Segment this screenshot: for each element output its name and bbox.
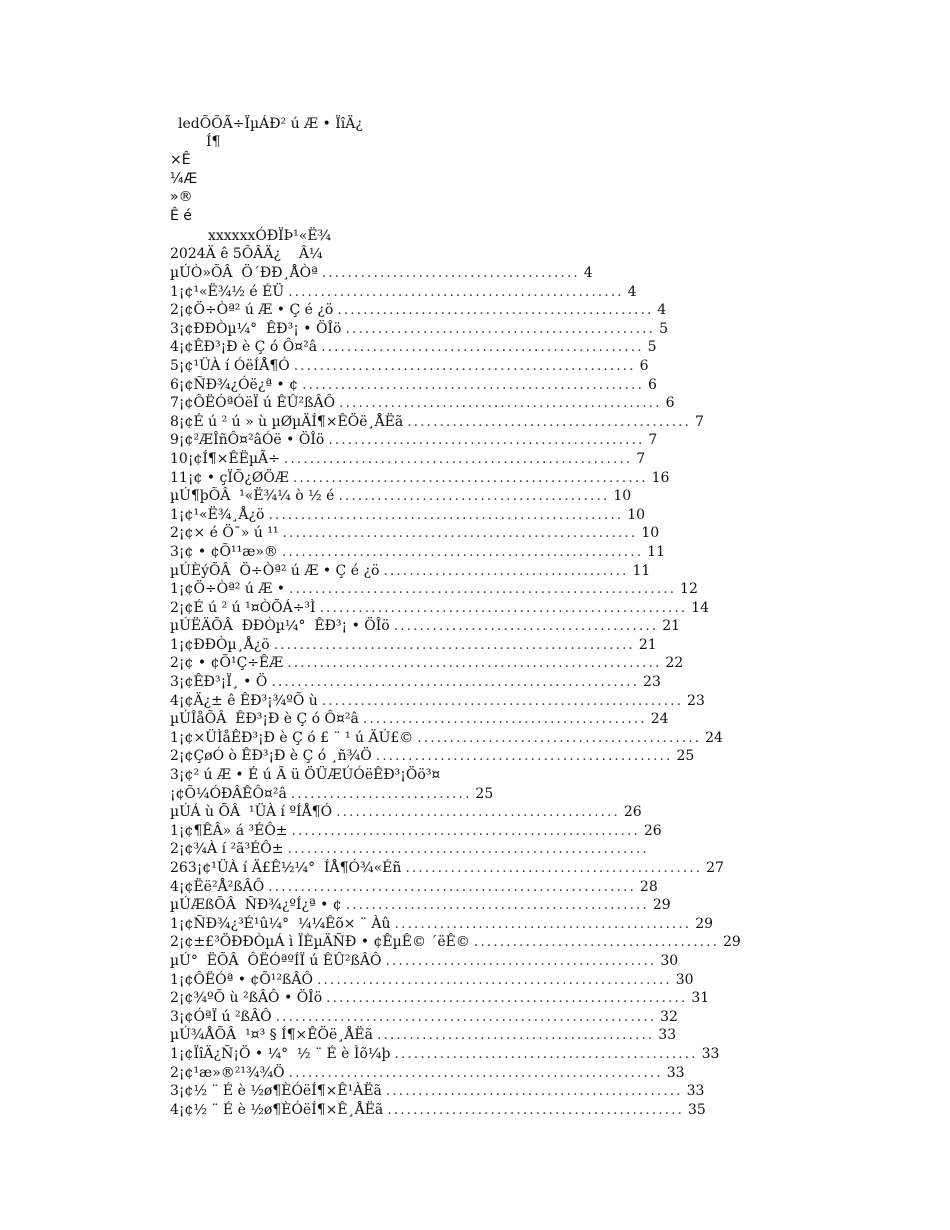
toc-entry-title: 263¡¢¹ÜÀ í Ä£Ê½¼° ÍÅ¶Ó¾«Éñ	[170, 860, 402, 876]
toc-entry-title: 6¡¢ÑÐ¾¿Óë¿ª • ¢	[170, 376, 299, 393]
toc-entry[interactable]	[170, 431, 870, 450]
toc-entry[interactable]	[170, 413, 870, 432]
toc-entry-page-number: 30	[675, 971, 694, 988]
toc-entry[interactable]	[170, 654, 870, 673]
toc-entry-title: µÚÈýÕÂ Ö÷Òª² ú Æ • Ç é ¿ö	[170, 562, 380, 579]
toc-entry-title: 3¡¢ÓªÏ ú ²ßÂÔ	[170, 1008, 272, 1025]
toc-entry-title: 4¡¢Ëë²Å²ßÂÔ	[170, 878, 265, 895]
toc-leader-dots: ............................................	[417, 729, 702, 746]
toc-entry-page-number: 33	[666, 1064, 685, 1081]
toc-entry[interactable]	[170, 1082, 870, 1101]
toc-entry-page-number: 24	[650, 711, 669, 728]
toc-entry-title: µÚÁ ù ÕÂ ¹ÜÀ í ºÍÅ¶Ó	[170, 804, 333, 821]
toc-entry[interactable]	[170, 506, 870, 525]
toc-entry[interactable]	[170, 357, 870, 376]
toc-entry[interactable]	[170, 878, 870, 897]
toc-entry-title: 2¡¢ • ¢Õ¹Ç÷ÊÆ	[170, 655, 284, 672]
toc-entry-page-number: 7	[648, 432, 658, 449]
toc-entry-title: 1¡¢¹«Ë¾¸Å¿ö	[170, 506, 265, 523]
toc-entry-page-number: 11	[647, 543, 665, 560]
table-of-contents	[170, 264, 870, 1119]
toc-entry-page-number: 7	[636, 450, 646, 467]
toc-entry-title: 5¡¢¹ÜÀ í ÓëÍÅ¶Ó	[170, 357, 290, 374]
toc-entry-page-number: 14	[691, 599, 710, 616]
toc-entry[interactable]	[170, 729, 870, 748]
toc-leader-dots: .......................................................	[282, 525, 638, 542]
toc-leader-dots: ........................................................	[321, 692, 684, 709]
toc-entry-title: 1¡¢¶ÊÂ» á ³ÉÔ±	[170, 822, 288, 839]
toc-leader-dots: .......................................................	[268, 506, 624, 523]
document-title-line1: ledÕÕÃ÷ÏµÁÐ² ú Æ • ÏîÄ¿	[178, 116, 363, 132]
toc-entry-title: 11¡¢ • çÏÕ¿ØÖÆ	[170, 469, 289, 486]
toc-leader-dots: ............................	[290, 785, 472, 802]
toc-leader-dots: .................................................	[328, 432, 645, 449]
toc-entry-page-number: 29	[695, 915, 714, 932]
toc-entry[interactable]	[170, 989, 870, 1008]
toc-leader-dots: ...........................................	[376, 1027, 655, 1044]
toc-entry-page-number: 22	[665, 655, 684, 672]
toc-leader-dots: ...........................................................	[275, 1008, 657, 1025]
toc-leader-dots: ............................................	[362, 711, 647, 728]
toc-entry-title: 10¡¢Í¶×ÊËµÃ÷	[170, 450, 280, 467]
toc-entry[interactable]	[170, 469, 870, 488]
toc-entry[interactable]	[170, 283, 870, 302]
toc-entry-title: 2¡¢Ö÷Òª² ú Æ • Ç é ¿ö	[170, 302, 334, 319]
toc-entry-title: 2¡¢¾ºÕ ù ²ßÂÔ • ÖÎö	[170, 990, 323, 1007]
toc-entry-title: 1¡¢¹«Ë¾½ é ÉÜ	[170, 283, 285, 300]
toc-entry[interactable]	[170, 1026, 870, 1045]
toc-leader-dots: ..................................................	[339, 395, 662, 412]
toc-entry-page-number: 28	[639, 878, 658, 895]
toc-entry-page-number: 6	[665, 395, 675, 412]
toc-entry[interactable]	[170, 264, 870, 283]
toc-leader-dots: ..............................................	[405, 860, 703, 876]
toc-leader-dots: ..............................................	[375, 748, 673, 765]
toc-entry-title: 2¡¢¹æ»®²¹¾¾Ö	[170, 1064, 285, 1081]
toc-entry[interactable]	[170, 301, 870, 320]
toc-entry-page-number: 26	[643, 822, 662, 839]
toc-entry-page-number: 10	[641, 525, 660, 542]
toc-leader-dots: ...............................................	[394, 1045, 698, 1062]
toc-leader-dots: ..............................................	[385, 1083, 683, 1100]
toc-entry[interactable]	[170, 487, 870, 506]
toc-entry-page-number: 6	[639, 357, 649, 374]
toc-entry[interactable]	[170, 543, 870, 562]
toc-entry[interactable]	[170, 766, 870, 785]
toc-leader-dots: ................................................	[345, 320, 656, 337]
toc-entry-title: µÚ° ËÕÂ ÔËÓªºÍÏ ú ÊÛ²ßÂÔ	[170, 952, 382, 969]
toc-entry-page-number: 31	[691, 990, 710, 1007]
toc-entry-title: µÚ¶þÕÂ ¹«Ë¾¼ ò ½ é	[170, 488, 335, 505]
toc-entry-title: µÚËÄÕÂ ÐÐÒµ¼° ÊÐ³¡ • ÖÎö	[170, 618, 390, 635]
toc-leader-dots: ............................................................	[289, 581, 677, 598]
toc-entry-page-number: 4	[583, 265, 593, 281]
toc-leader-dots: ..........................................	[338, 488, 610, 505]
toc-entry[interactable]	[170, 1045, 870, 1064]
toc-entry[interactable]	[170, 822, 870, 841]
toc-entry-title: 1¡¢ÔËÓª • ¢Õ¹²ßÂÔ	[170, 971, 313, 988]
toc-leader-dots: ......................................	[383, 562, 629, 579]
toc-entry[interactable]	[170, 859, 870, 878]
toc-entry[interactable]	[170, 338, 870, 357]
toc-leader-dots: ..........................................................	[287, 655, 662, 672]
toc-entry[interactable]	[170, 673, 870, 692]
toc-leader-dots: ..............................................	[394, 915, 692, 932]
toc-entry-page-number: 5	[647, 339, 657, 356]
toc-entry[interactable]	[170, 747, 870, 766]
toc-entry-title: µÚ¾ÅÕÂ ¹¤³ § Í¶×ÊÖë¸ÅËã	[170, 1027, 373, 1044]
toc-entry-title: 1¡¢ÐÐÒµ¸Å¿ö	[170, 636, 270, 653]
toc-entry[interactable]	[170, 599, 870, 618]
toc-leader-dots: ..........................................	[385, 952, 657, 969]
toc-entry[interactable]	[170, 376, 870, 395]
toc-entry-page-number: 12	[680, 581, 698, 598]
toc-leader-dots: .....................................................	[302, 376, 644, 393]
toc-entry-page-number: 29	[652, 897, 671, 914]
toc-entry-page-number: 33	[701, 1045, 720, 1062]
toc-entry-title: 2¡¢× é Ö¯» ú ¹¹	[170, 525, 279, 542]
toc-entry-page-number: 25	[676, 748, 695, 765]
toc-entry[interactable]	[170, 636, 870, 655]
toc-entry-title: µÚÎåÕÂ ÊÐ³¡Ð è Ç ó Ô¤²â	[170, 711, 359, 728]
toc-entry-page-number: 26	[623, 804, 642, 821]
toc-leader-dots: ........................................................	[287, 841, 649, 858]
toc-entry-page-number: 32	[660, 1008, 678, 1025]
toc-entry[interactable]	[170, 785, 870, 804]
toc-leader-dots: ..............................................	[387, 1101, 684, 1118]
toc-leader-dots: .........................................................	[271, 674, 640, 691]
toc-entry-page-number: 35	[688, 1101, 706, 1118]
toc-entry-title: 3¡¢² ú Æ • É ú Ã ü ÖÜÆÚÓëÊÐ³¡Öö³¤	[170, 767, 441, 784]
toc-entry-page-number: 33	[658, 1027, 677, 1044]
toc-leader-dots: .......................................................	[292, 469, 648, 486]
toc-entry-title: 3¡¢ÊÐ³¡Ï¸ • Ö	[170, 674, 268, 691]
toc-entry-title: 3¡¢½ ¨ É è ½ø¶ÈÓëÍ¶×Ê¹ÀËã	[170, 1083, 382, 1100]
toc-entry[interactable]	[170, 952, 870, 971]
toc-entry-title: 4¡¢Ä¿± ê ÊÐ³¡¾ºÕ ù	[170, 692, 318, 709]
toc-entry-page-number: 23	[643, 674, 661, 691]
document-date: 2024Ä ê 5ÔÂÄ¿ Â¼	[170, 246, 323, 262]
side-line-1: ×Ê	[170, 152, 191, 168]
toc-leader-dots: ........................................................	[273, 636, 635, 653]
toc-leader-dots: ............................................	[336, 804, 620, 821]
toc-entry-page-number: 27	[706, 860, 724, 876]
toc-entry[interactable]	[170, 896, 870, 915]
toc-entry[interactable]	[170, 394, 870, 413]
toc-entry[interactable]	[170, 450, 870, 469]
toc-entry-title: 1¡¢×ÜÌåÊÐ³¡Ð è Ç ó £ ¨ ¹ ú ÄÚ£©	[170, 729, 414, 746]
company-name: xxxxxxÓÐÏÞ¹«Ë¾	[208, 228, 332, 244]
toc-entry[interactable]	[170, 524, 870, 543]
toc-entry-title: 4¡¢½ ¨ É è ½ø¶ÈÓëÍ¶×Ê¸ÅËã	[170, 1101, 384, 1118]
toc-entry-title: 1¡¢Ö÷Òª² ú Æ •	[170, 581, 286, 598]
toc-leader-dots: ...............................................	[345, 897, 649, 914]
toc-leader-dots: ..................................................	[321, 339, 644, 356]
toc-entry-title: 2¡¢±£³ÖÐÐÒµÁ ì ÏÈµÄÑÐ • ¢ÊµÊ© ´ëÊ©	[170, 934, 470, 951]
toc-entry[interactable]	[170, 803, 870, 822]
toc-entry-title: 3¡¢ÐÐÒµ¼° ÊÐ³¡ • ÖÎö	[170, 320, 342, 337]
toc-entry[interactable]	[170, 692, 870, 711]
toc-entry-page-number: 21	[638, 636, 657, 653]
toc-entry-page-number: 33	[686, 1083, 705, 1100]
toc-entry[interactable]	[170, 320, 870, 339]
toc-entry-title: 4¡¢ÊÐ³¡Ð è Ç ó Ô¤²â	[170, 339, 318, 356]
side-line-3: »®	[170, 189, 193, 205]
toc-entry-page-number: 10	[627, 506, 646, 523]
toc-entry-title: 8¡¢É ú ² ú » ù µØµÄÍ¶×ÊÖë¸ÅËã	[170, 413, 404, 430]
toc-entry[interactable]	[170, 1008, 870, 1027]
toc-entry-page-number: 5	[659, 320, 668, 337]
document-title-line2: Í¶	[206, 134, 221, 150]
toc-entry-title: µÚÆßÕÂ ÑÐ¾¿ºÍ¿ª • ¢	[170, 897, 342, 914]
toc-leader-dots: .....................................................	[293, 357, 636, 374]
toc-entry-page-number: 29	[723, 934, 741, 951]
toc-leader-dots: .........................................................	[319, 599, 688, 616]
toc-leader-dots: .........................................................	[268, 878, 636, 895]
toc-entry-page-number: 24	[705, 729, 723, 746]
toc-leader-dots: ....................................................	[288, 283, 624, 300]
toc-entry[interactable]	[170, 840, 870, 859]
toc-leader-dots: ......................................	[473, 934, 720, 951]
toc-entry-title: 3¡¢ • ¢Õ¹¹æ»®	[170, 543, 278, 560]
toc-leader-dots: ......................................................	[283, 450, 633, 467]
toc-leader-dots: ............................................	[407, 413, 692, 430]
side-line-4: Ê é	[170, 208, 192, 224]
toc-entry-page-number: 21	[662, 618, 681, 635]
toc-entry[interactable]	[170, 1101, 870, 1120]
toc-entry[interactable]	[170, 933, 870, 952]
toc-entry-title: ¡¢Õ¼ÓÐÂÊÔ¤²â	[170, 785, 287, 802]
toc-entry-page-number: 7	[695, 413, 704, 430]
toc-entry-title: 2¡¢¾À í ²ã³ÉÔ±	[170, 841, 284, 858]
toc-entry-title: 2¡¢ÇøÓ ò ÊÐ³¡Ð è Ç ó ¸ñ¾Ö	[170, 748, 372, 765]
toc-entry[interactable]	[170, 580, 870, 599]
toc-entry-title: 2¡¢É ú ² ú ¹¤ÒÕÁ÷³Ì	[170, 599, 316, 616]
toc-leader-dots: ........................................................	[326, 990, 688, 1007]
toc-leader-dots: .........................................	[393, 618, 659, 635]
toc-entry[interactable]	[170, 971, 870, 990]
toc-entry[interactable]	[170, 562, 870, 581]
toc-entry-page-number: 4	[657, 302, 667, 319]
toc-entry-title: 7¡¢ÔËÓªÓëÏ ú ÊÛ²ßÂÔ	[170, 395, 336, 412]
toc-leader-dots: ........................................	[321, 265, 580, 281]
toc-entry[interactable]	[170, 617, 870, 636]
toc-entry-page-number: 16	[651, 469, 670, 486]
toc-leader-dots: .................................................	[337, 302, 654, 319]
toc-leader-dots: ..........................................................	[288, 1064, 663, 1081]
toc-entry-page-number: 11	[632, 562, 651, 579]
toc-entry-page-number: 30	[660, 952, 679, 969]
toc-leader-dots: ......................................................	[291, 822, 640, 839]
toc-entry-title: 1¡¢ÏîÄ¿Ñ¡Ö • ¼° ½ ¨ É è Ìõ¼þ	[170, 1045, 391, 1062]
toc-entry[interactable]	[170, 1064, 870, 1083]
toc-entry-page-number: 25	[475, 785, 494, 802]
side-line-2: ¼Æ	[170, 171, 198, 187]
toc-entry-page-number: 10	[613, 488, 632, 505]
toc-entry-page-number: 4	[627, 283, 637, 300]
toc-leader-dots: .......................................................	[316, 971, 672, 988]
toc-entry-page-number: 6	[647, 376, 657, 393]
toc-entry-title: 1¡¢ÑÐ¾¿³É¹û¼° ¼¼Êõ× ¨ Àû	[170, 915, 391, 932]
toc-leader-dots: ........................................................	[281, 543, 644, 560]
toc-entry[interactable]	[170, 710, 870, 729]
toc-entry-title: 9¡¢²ÆÎñÔ¤²âÓë • ÖÎö	[170, 432, 325, 449]
toc-entry-title: µÚÒ»ÕÂ Ö´ÐÐ¸ÅÒª	[170, 265, 318, 281]
toc-entry[interactable]	[170, 915, 870, 934]
toc-entry-page-number: 23	[687, 692, 705, 709]
